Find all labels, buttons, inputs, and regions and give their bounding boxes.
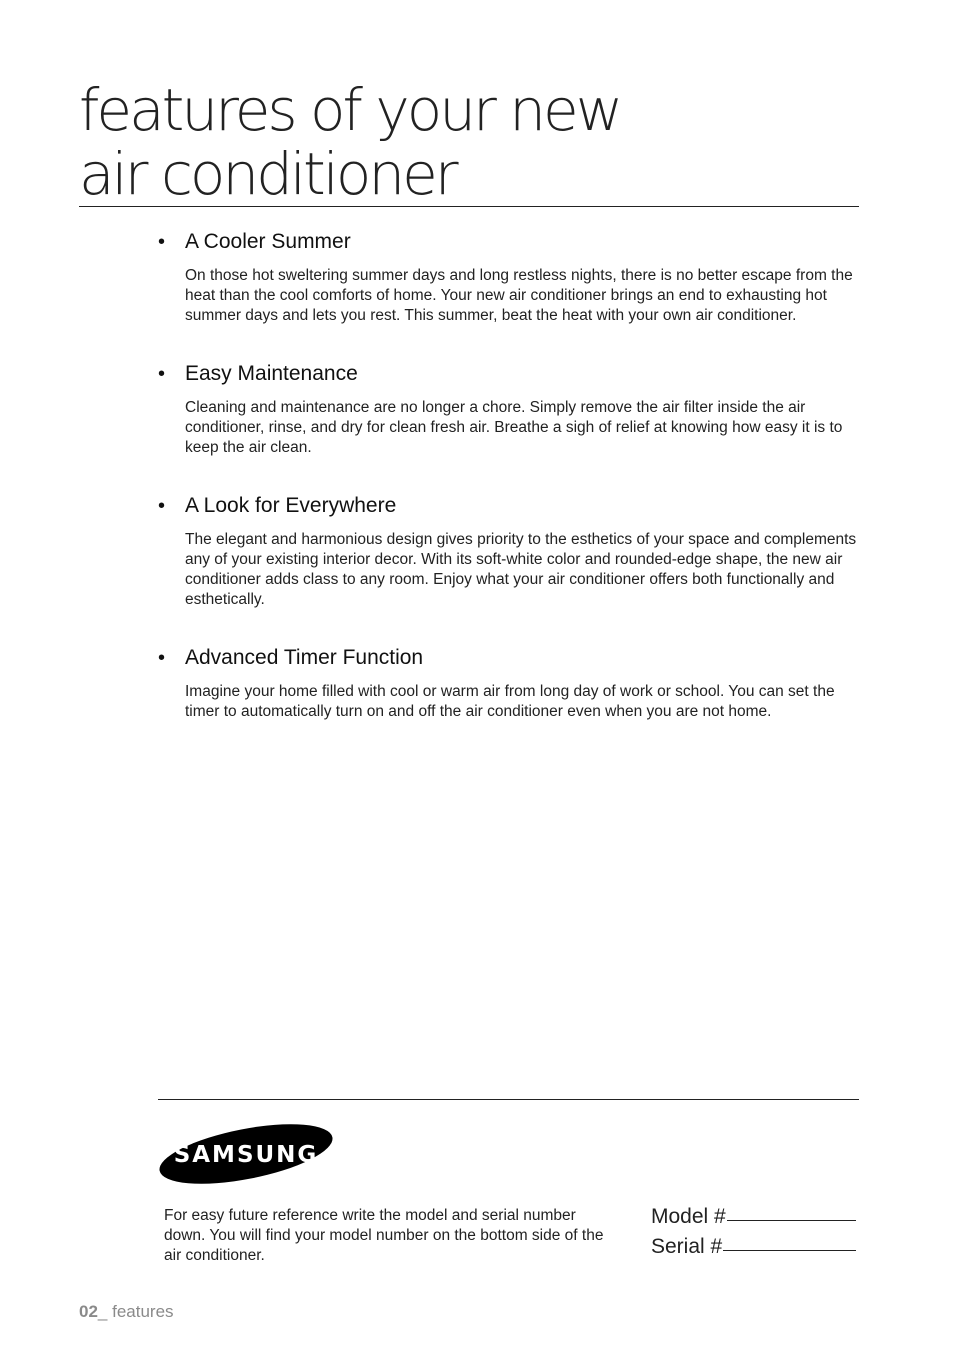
page-title bbox=[79, 78, 859, 207]
bullet-icon: • bbox=[158, 647, 166, 669]
section-divider bbox=[158, 1099, 859, 1100]
serial-number-field bbox=[651, 1235, 856, 1265]
feature-description: The elegant and harmonious design gives priority to the esthetics of your space and complements any of your existing interior decor. With its soft-white color and rounded-edge shape, the new air conditioner adds class to any room. Enjoy what your air conditioner offers both functionally and esthetically. bbox=[185, 531, 857, 608]
page-title-line-2: air conditioner bbox=[79, 140, 456, 208]
feature-item bbox=[158, 494, 860, 610]
page-footer bbox=[79, 1302, 174, 1322]
feature-title: A Cooler Summer bbox=[185, 230, 351, 253]
feature-item bbox=[158, 362, 860, 458]
feature-item bbox=[158, 646, 860, 722]
bullet-icon: • bbox=[158, 363, 166, 385]
feature-item bbox=[158, 230, 860, 326]
feature-description: Imagine your home filled with cool or warm air from long day of work or school. You can set the timer to automatically turn on and off the air conditioner even when you are not home. bbox=[185, 683, 835, 720]
feature-title: Easy Maintenance bbox=[185, 362, 358, 385]
section-name: _ features bbox=[97, 1302, 174, 1321]
page-number: 02 bbox=[79, 1302, 98, 1321]
model-blank-line bbox=[727, 1220, 856, 1221]
serial-label: Serial # bbox=[651, 1235, 723, 1258]
bullet-icon: • bbox=[158, 231, 166, 253]
feature-list bbox=[158, 230, 860, 758]
page-title-line-1: features of your new bbox=[79, 76, 621, 144]
logo-wordmark: SAMSUNG bbox=[173, 1142, 319, 1168]
bullet-icon: • bbox=[158, 495, 166, 517]
feature-description: On those hot sweltering summer days and long restless nights, there is no better escape from the heat than the cool comforts of home. Your new air conditioner brings an end to exhausting hot summer days and lets you rest. This summer, beat the heat with your own air conditioner. bbox=[185, 267, 853, 324]
feature-title: A Look for Everywhere bbox=[185, 494, 397, 517]
feature-description: Cleaning and maintenance are no longer a chore. Simply remove the air filter inside the air conditioner, rinse, and dry for clean fresh air. Breathe a sigh of relief at knowing how easy it is to keep the air clean. bbox=[185, 399, 843, 456]
reference-note: For easy future reference write the model and serial number down. You will find your model number on the bottom side of the air conditioner. bbox=[164, 1207, 604, 1264]
product-info-fields bbox=[651, 1205, 856, 1265]
model-number-field bbox=[651, 1205, 856, 1235]
samsung-logo bbox=[156, 1123, 336, 1185]
model-label: Model # bbox=[651, 1205, 726, 1228]
feature-title: Advanced Timer Function bbox=[185, 646, 424, 669]
serial-blank-line bbox=[723, 1250, 856, 1251]
